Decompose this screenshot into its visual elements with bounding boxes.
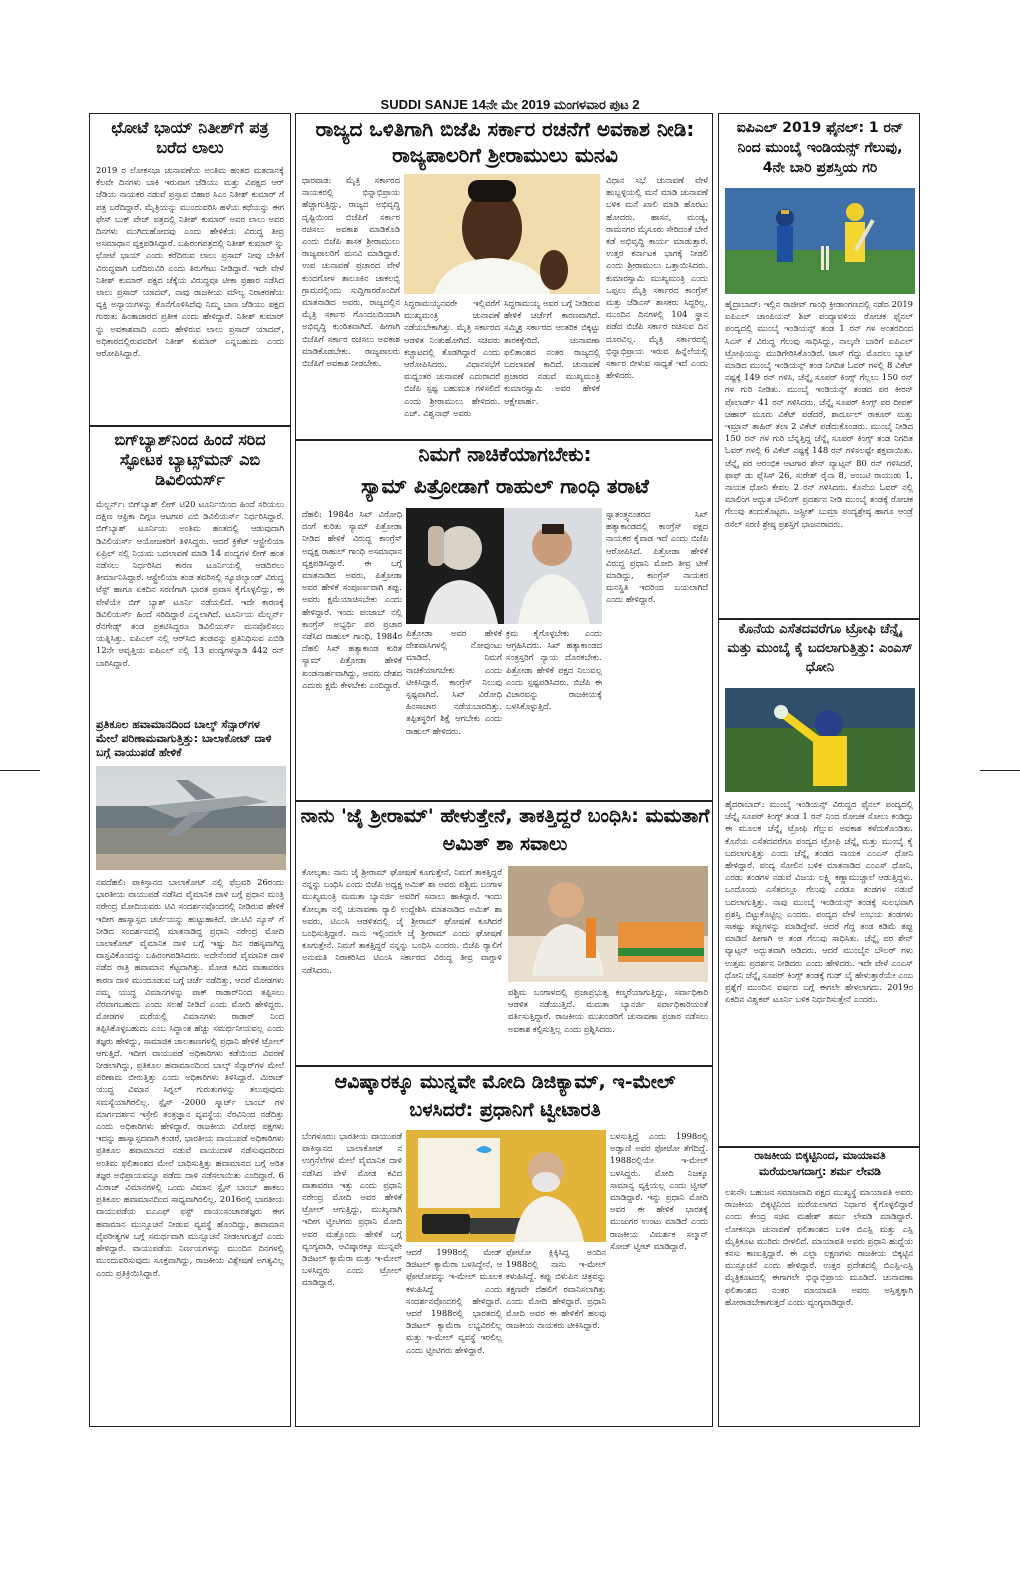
center-rule-3 [296,1065,713,1067]
center-article-4-col2: ಆದರೆ 1998ರಲ್ಲಿ ಮೇಡ್ ಡಿಜಿಟಲ್ ಕ್ಯಾಮೆರಾ ಬಳಸಿದ್ದೇನೆ, ಆ ಫೋಟೋವನ್ನು ಇ-ಮೇಲ್ ಮೂಲಕ ಕಳುಹಿಸಿದ್ದೆ ಎಂದು ಸಂದರ್ಶನವೊಂದರಲ್ಲಿ ಹೇಳಿದ್ದಾರೆ. ಆದರೆ 1988ರಲ್ಲಿ ಭಾರತದಲ್ಲಿ ಡಿಜಿಟಲ್ ಕ್ಯಾಮೆರಾ ಲಭ್ಯವಿರಲಿಲ್ಲ ಮತ್ತು ಇ-ಮೇಲ್ ವ್ಯವಸ್ಥೆ ಇರಲಿಲ್ಲ ಎಂದು ಟ್ವೀಟಿಗರು ಹೇಳಿದ್ದಾರೆ. [406,1247,502,1355]
center-article-1-col3: ಸಿದ್ದರಾಮಯ್ಯ ಅವರ ಬಗ್ಗೆ ನೀಡಿರುವ ಹೇಳಿಕೆ ಚರ್ಚೆಗೆ ಕಾರಣವಾಗಿದೆ. ಸಮ್ಮಿಶ್ರ ಸರ್ಕಾರದ ಆಂತರಿಕ ಬಿಕ್ಕಟ್ಟು ತಾರಕಕ್ಕೇರಿದೆ. ಚುನಾವಣಾ ಫಲಿತಾಂಶದ ನಂತರ ರಾಜ್ಯದಲ್ಲಿ ಬದಲಾವಣೆ ಕಾದಿದೆ. ಚುನಾವಣೆ ಪ್ರಚಾರದ ನಡುವೆ ಮುಖ್ಯಮಂತ್ರಿ ಕುಮಾರಸ್ವಾಮಿ ಅವರ ಹೇಳಿಕೆ ಆಕ್ಷೇಪಾರ್ಹ. [504,298,600,406]
dhoni-photo [725,688,915,792]
center-article-2-col2: ಪಿತ್ರೋಡಾ ಅವರ ಹೇಳಿಕೆ ದೇಶವಾಸಿಗಳಲ್ಲಿ ನೋವುಂಟು ಮಾಡಿದೆ. ನಿಮಗೆ ನಾಚಿಕೆಯಾಗಬೇಕು ಎಂದು ಟೀಕಿಸಿದ್ದಾರೆ. ಕಾಂಗ್ರೆಸ್ ನಿಲುವು ಸ್ಪಷ್ಟವಾಗಿದೆ. ಸಿಖ್ ವಿರೋಧಿ ಹಿಂಸಾಚಾರ ನಡೆಯಬಾರದಿತ್ತು. ತಪ್ಪಿತಸ್ಥರಿಗೆ ಶಿಕ್ಷೆ ಆಗಬೇಕು ಎಂದು ರಾಹುಲ್ ಹೇಳಿದರು. [406,628,502,736]
center-headline-2a: ನಿಮಗೆ ನಾಚಿಕೆಯಾಗಬೇಕು: [418,442,592,466]
amit-shah-photo [508,866,708,982]
left-headline-1: ಛೋಟೆ ಭಾಯ್ ನಿತೀಶ್‌ಗೆ ಪತ್ರ ಬರೆದ ಲಾಲು [111,118,269,157]
center-headline-4: ಆವಿಷ್ಕಾರಕ್ಕೂ ಮುನ್ನವೇ ಮೋದಿ ಡಿಜಿಕ್ಯಾಮ್, ಇ-ಮೇಲ್ ಬಳಸಿದರೆ: ಪ್ರಧಾನಿಗೆ ಟ್ವೀಟಾರತಿ [334,1071,676,1121]
left-margin-line [0,770,40,771]
center-rule-1 [296,439,713,441]
pitroda-rahul-photo [406,508,602,624]
center-headline-1: ರಾಜ್ಯದ ಒಳಿತಿಗಾಗಿ ಬಿಜೆಪಿ ಸರ್ಕಾರ ರಚನೆಗೆ ಅವಕಾಶ ನೀಡಿ: ರಾಜ್ಯಪಾಲರಿಗೆ ಶ್ರೀರಾಮುಲು ಮನವಿ [315,117,695,167]
left-rule-1 [90,425,291,427]
center-article-3-col1: ಕೋಲ್ಕತಾ: ನಾನು ಜೈ ಶ್ರೀರಾಮ್ ಘೋಷಣೆ ಕೂಗುತ್ತೇನೆ, ನಿಮಗೆ ತಾಕತ್ತಿದ್ದರೆ ನನ್ನನ್ನು ಬಂಧಿಸಿ ಎಂದು ಬಿಜೆಪಿ ಅಧ್ಯಕ್ಷ ಅಮಿತ್ ಶಾ ಅವರು ಪಶ್ಚಿಮ ಬಂಗಾಳ ಮುಖ್ಯಮಂತ್ರಿ ಮಮತಾ ಬ್ಯಾನರ್ಜಿ ಅವರಿಗೆ ಸವಾಲು ಹಾಕಿದ್ದಾರೆ. ಇಂದು ಕೋಲ್ಕತಾ ನಲ್ಲಿ ಚುನಾವಣಾ ರ್‍ಯಾಲಿ ಉದ್ದೇಶಿಸಿ ಮಾತನಾಡಿದ ಅಮಿತ್ ಶಾ ಅವರು, ಟಿಎಂಸಿ ಆಡಳಿತದಲ್ಲಿ ಜೈ ಶ್ರೀರಾಮ್ ಘೋಷಣೆ ಕೂಗಿದರೆ ಬಂಧಿಸುತ್ತಿದ್ದಾರೆ. ನಾನು ಇಲ್ಲಿಂದಲೇ ಜೈ ಶ್ರೀರಾಮ್ ಎಂದು ಘೋಷಣೆ ಕೂಗುತ್ತೇನೆ. ನಿಮಗೆ ತಾಕತ್ತಿದ್ದರೆ ನನ್ನನ್ನು ಬಂಧಿಸಿ ಎಂದರು. ಬಿಜೆಪಿ ರ್‍ಯಾಲಿಗೆ ಅನುಮತಿ ನಿರಾಕರಿಸಿದ ಟಿಎಂಸಿ ಸರ್ಕಾರದ ವಿರುದ್ಧ ತೀವ್ರ ವಾಗ್ದಾಳಿ ನಡೆಸಿದರು. [302,867,502,975]
center-headline-3: ನಾನು 'ಜೈ ಶ್ರೀರಾಮ್' ಹೇಳುತ್ತೇನೆ, ತಾಕತ್ತಿದ್ದರೆ ಬಂಧಿಸಿ: ಮಮತಾಗೆ ಅಮಿತ್ ಶಾ ಸವಾಲು [300,805,710,855]
right-article-3-body: ಲಖನೌ: ಬಹುಜನ ಸಮಾಜವಾದಿ ಪಕ್ಷದ ಮುಖ್ಯಸ್ಥೆ ಮಾಯಾವತಿ ಅವರು ರಾಜಕೀಯ ಬಿಕ್ಕಟ್ಟಿನಿಂದ ಮರೆಯಲಾಗದ ನಿರ್ಧಾರ ಕೈಗೊಳ್ಳಲಿದ್ದಾರೆ ಎಂದು ಕೇಂದ್ರ ಸಚಿವ ಮಹೇಶ್ ಶರ್ಮ ಲೇವಡಿ ಮಾಡಿದ್ದಾರೆ. ಲೋಕಸಭಾ ಚುನಾವಣೆ ಫಲಿತಾಂಶದ ಬಳಿಕ ಬಿಎಸ್ಪಿ ಮತ್ತು ಎಸ್ಪಿ ಮೈತ್ರಿಕೂಟ ಮುರಿದು ಬೀಳಲಿದೆ. ಮಾಯಾವತಿ ಅವರು ಪ್ರಧಾನಿ ಹುದ್ದೆಯ ಕನಸು ಕಾಣುತ್ತಿದ್ದಾರೆ. ಈ ಎಲ್ಲಾ ಲಕ್ಷಣಗಳು ರಾಜಕೀಯ ಬಿಕ್ಕಟ್ಟಿನ ಮುನ್ಸೂಚನೆ ಎಂದು ಹೇಳಿದ್ದಾರೆ. ಉತ್ತರ ಪ್ರದೇಶದಲ್ಲಿ ಬಿಎಸ್ಪಿ-ಎಸ್ಪಿ ಮೈತ್ರಿಕೂಟದಲ್ಲಿ ಈಗಾಗಲೇ ಭಿನ್ನಾಭಿಪ್ರಾಯ ಮೂಡಿದೆ. ಚುನಾವಣಾ ಫಲಿತಾಂಶದ ನಂತರ ಮಾಯಾವತಿ ಅವರು ಅಸ್ತಿತ್ವಕ್ಕಾಗಿ ಹೋರಾಡಬೇಕಾಗುತ್ತದೆ ಎಂದು ವ್ಯಂಗ್ಯವಾಡಿದ್ದಾರೆ. [725,1187,913,1307]
center-headline-2b: ಸ್ಯಾಮ್ ಪಿತ್ರೋಡಾಗೆ ರಾಹುಲ್ ಗಾಂಧಿ ತರಾಟೆ [361,474,649,498]
center-article-4-col3: ಫೋಟೋ ಕ್ಲಿಕ್ಕಿಸಿದ್ದ ಅಂದಿನ 1988ರಲ್ಲಿ ನಾನು ಇ-ಮೇಲ್ ಕಳುಹಿಸಿದ್ದೆ. ಕಪ್ಪು ಬಿಳುಪಿನ ಚಿತ್ರವನ್ನು ತಕ್ಷಣವೇ ದೆಹಲಿಗೆ ರವಾನಿಸಲಾಗಿತ್ತು ಎಂದು ಮೋದಿ ಹೇಳಿದ್ದಾರೆ. ಪ್ರಧಾನಿ ಮೋದಿ ಅವರ ಈ ಹೇಳಿಕೆಗೆ ಹಲವು ರಾಜಕೀಯ ನಾಯಕರು ಟೀಕಿಸಿದ್ದಾರೆ. [506,1247,606,1331]
left-article-3-body: ನವದೆಹಲಿ: ಪಾಕಿಸ್ತಾನದ ಬಾಲಾಕೋಟ್ ನಲ್ಲಿ ಫೆಬ್ರವರಿ 26ರಂದು ಭಾರತೀಯ ವಾಯುಪಡೆ ನಡೆಸಿದ ವೈಮಾನಿಕ ದಾಳಿ ಬಗ್ಗೆ ಪ್ರಧಾನ ಮಂತ್ರಿ ನರೇಂದ್ರ ಮೋದಿಯವರು ಟಿವಿ ಸಂದರ್ಶನವೊಂದರಲ್ಲಿ ನೀಡಿರುವ ಹೇಳಿಕೆ ಇದೀಗ ಹಾಸ್ಯಾಸ್ಪದ ಚರ್ಚೆಯನ್ನು ಹುಟ್ಟುಹಾಕಿದೆ. ಜೀ.ಟಿವಿ ನ್ಯೂಸ್ ಗೆ ನೀಡಿದ ಸಂದರ್ಶನದಲ್ಲಿ ಮಾತನಾಡಿದ್ದ ಪ್ರಧಾನಿ ನರೇಂದ್ರ ಮೋದಿ ಬಾಲಾಕೋಟ್ ವೈಮಾನಿಕ ದಾಳಿ ಬಗ್ಗೆ ಇಷ್ಟು ದಿನ ರಹಸ್ಯವಾಗಿದ್ದ ವಾಸ್ತವಿಕೊಂದನ್ನು ಬಹಿರಂಗಪಡಿಸಿದರು. ಅದೇನೆಂದರೆ ವೈಮಾನಿಕ ದಾಳಿ ನಡೆದ ರಾತ್ರಿ ಹವಾಮಾನ ಕೆಟ್ಟದಾಗಿತ್ತು. ಮೋಡ ಕವಿದ ವಾತಾವರಣ ಕಾರಣ ದಾಳಿ ಮುಂದೂಡುವ ಬಗ್ಗೆ ಚರ್ಚೆ ನಡೆದಿತ್ತು, ಆದರೆ ಮೋಡಗಳು ನಮ್ಮ ಯುದ್ಧ ವಿಮಾನಗಳನ್ನು ಪಾಕ್ ರಾಡಾರ್‌ನಿಂದ ತಪ್ಪಿಸಲು ನೆರವಾಗಬಹುದು ಎಂದು ಸಲಹೆ ನೀಡಿದೆ ಎಂದು ಮೋದಿ ಹೇಳಿದ್ದರು. ಮೋಡಗಳ ಮರೆಯಲ್ಲಿ ವಿಮಾನಗಳು ರಾಡಾರ್ ನಿಂದ ತಪ್ಪಿಸಿಕೊಳ್ಳಬಹುದು ಎಂಬ ಸಿದ್ಧಾಂತ ಹೆಚ್ಚು ಸಮರ್ಥನೀಯವಲ್ಲ ಎಂದು ತಜ್ಞರು ಹೇಳಿದ್ದು, ಸಾಮಾಜಿಕ ಜಾಲತಾಣಗಳಲ್ಲಿ ಪ್ರಧಾನಿ ಹೇಳಿಕೆ ಟ್ರೋಲ್ ಆಗುತ್ತಿದೆ. ಇದೀಗ ವಾಯುಪಡೆ ಅಧಿಕಾರಿಗಳು ಕಡೆಯಿಂದ ವಿವರಣೆ ನೀಡಲಾಗಿದ್ದು, ಪ್ರತಿಕೂಲ ಹವಾಮಾನದಿಂದ ಬಾಲ್ಕ್ ಸೆನ್ಸಾರ್‌ಗಳ ಮೇಲೆ ಪರಿಣಾಮ ಬೀರುತ್ತಿತ್ತು ಎಂದು ಅಧಿಕಾರಿಗಳು ತಿಳಿಸಿದ್ದಾರೆ. ಮಿರಾಜ್ ಯುದ್ಧ ವಿಮಾನ ಸಿಗ್ನಲ್ ಗುರುತುಗಳನ್ನು ತಲುಪುವುದು ಸಮಸ್ಯೆಯಾಗಿರಲಿಲ್ಲ. ಸ್ಪೈಸ್ -2000 ಸ್ಮಾರ್ಟ್ ಬಾಂಬ್ ಗಳ ಮಾರ್ಗದರ್ಶನ ಇಸ್ರೇಲಿ ತಂತ್ರಜ್ಞಾನ ವ್ಯವಸ್ಥೆಯ ನೆರವಿನಿಂದ ನಡೆದಿತ್ತು ಎಂದು ಅಧಿಕಾರಿಗಳು ಹೇಳಿದ್ದಾರೆ. ರಾಜಕೀಯ ವಿರೋಧ ಪಕ್ಷಗಳು ಇದನ್ನು ಹಾಸ್ಯಾಸ್ಪದವಾಗಿ ಕಂಡರೆ, ಭಾರತೀಯ ವಾಯುಪಡೆ ಅಧಿಕಾರಿಗಳು ಪ್ರತಿಕೂಲ ಹವಾಮಾನದ ನಡುವೆ ವಾಯುದಾಳಿ ನಡೆಸುವುದರಿಂದ ಅಂತಿಮ ಫಲಿತಾಂಶದ ಮೇಲೆ ಬಾಧಿಸುತ್ತಿತ್ತು ಹವಾಮಾನದ ಬಗ್ಗೆ ಅರಿತ ತಜ್ಞರ ಅಭಿಪ್ರಾಯವನ್ನೂ ಪಡೆದು ದಾಳಿ ನಡೆಸಲಾಯಿತು ಎಂದಿದ್ದಾರೆ. 6 ಮಿರಾಜ್ ವಿಮಾನಗಳಲ್ಲಿ ಒಂದು ವಿಮಾನ ಸ್ಪೈಸ್ ಬಾಂಬ್ ಹಾಕಲು ಪ್ರತಿಕೂಲ ಹವಾಮಾನದಿಂದ ಸಾಧ್ಯವಾಗಿರಲಿಲ್ಲ. 2016ರಲ್ಲಿ ಭಾರತೀಯ ವಾಯುಪಡೆಯ ಐಎಎಫ್ ಫಸ್ಟ್ ವಾಯುಸಂಚಾರತಜ್ಞರು ಈಗ ಹವಾಮಾನ ಮುನ್ಸೂಚನೆ ನೀಡುವ ವ್ಯವಸ್ಥೆ ಹೊಂದಿದ್ದು, ಹವಾಮಾನ ವೈಪರೀತ್ಯಗಳ ಬಗ್ಗೆ ಸಮರ್ಥವಾಗಿ ಮುನ್ಸೂಚನೆ ನೀಡಲಾಗುತ್ತದೆ ಎಂದು ಹೇಳಿದ್ದಾರೆ. ವಾಯುಪಡೆಯ ನಿರ್ಣಯಗಳನ್ನು ಮುಂದಿನ ದಿನಗಳಲ್ಲಿ ಮುಂದುವರಿಸುವುದು ಸೂಕ್ತವಾಗಿದ್ದು, ರಾಜಕೀಯ ವಿಶ್ಲೇಷಣೆ ಅಗತ್ಯವಿಲ್ಲ ಎಂದು ಪ್ರತಿಕ್ರಿಯಿಸಿದ್ದಾರೆ. [96,877,284,1278]
center-article-3-col2: ಪಶ್ಚಿಮ ಬಂಗಾಳದಲ್ಲಿ ಪ್ರಜಾಪ್ರಭುತ್ವ ಕಣ್ಮರೆಯಾಗುತ್ತಿದ್ದು, ಸರ್ವಾಧಿಕಾರಿ ಆಡಳಿತ ನಡೆಯುತ್ತಿದೆ. ಮಮತಾ ಬ್ಯಾನರ್ಜಿ ಸರ್ವಾಧಿಕಾರಿಯಂತೆ ವರ್ತಿಸುತ್ತಿದ್ದಾರೆ. ರಾಜಕೀಯ ಮುಖಂಡರಿಗೆ ಚುನಾವಣಾ ಪ್ರಚಾರ ನಡೆಸಲು ಅವಕಾಶ ಕಲ್ಪಿಸುತ್ತಿಲ್ಲ ಎಂದು ಪ್ರಶ್ನಿಸಿದರು. [508,987,708,1034]
modi-camera-photo [406,1130,606,1242]
center-article-1-col4: ವಿಧಾನ ಸಭೆ ಚುನಾವಣೆ ವೇಳೆ ಹುಬ್ಬಳ್ಳಿಯಲ್ಲಿ ಮನೆ ಮಾಡಿ ಚುನಾವಣೆ ಬಳಿಕ ಮನೆ ಖಾಲಿ ಮಾಡಿ ಹೊರಟು ಹೋದರು. ಹಾಸನ, ಮಂಡ್ಯ, ರಾಮನಗರ ಮೈಸೂರು ಸೇರಿದಂತೆ ಬೇರೆ ಕಡೆ ಅಭಿವೃದ್ಧಿ ಕಾರ್ಯ ಮಾಡುತ್ತಾರೆ. ಉತ್ತರ ಕರ್ನಾಟಕ ಭಾಗಕ್ಕೆ ನೀಡಲಿ ಎಂದು ಶ್ರೀರಾಮುಲು ಒತ್ತಾಯಿಸಿದರು. ಕುಮಾರಸ್ವಾಮಿ ಮುಖ್ಯಮಂತ್ರಿ ಎಂದು ಒಪ್ಪಲು ಮೈತ್ರಿ ಸರ್ಕಾರದ ಕಾಂಗ್ರೆಸ್ ಮತ್ತು ಜೆಡಿಎಸ್ ಶಾಸಕರು ಸಿದ್ಧರಿಲ್ಲ. ಮುಂದಿನ ದಿನಗಳಲ್ಲಿ 104 ಸ್ಥಾನ ಪಡೆದ ಬಿಜೆಪಿ ಸರ್ಕಾರ ರಚಿಸುವ ದಿನ ದೂರವಿಲ್ಲ. ಮೈತ್ರಿ ಸರ್ಕಾರದಲ್ಲಿ ಭಿನ್ನಾಭಿಪ್ರಾಯ ಇರುವ ಹಿನ್ನೆಲೆಯಲ್ಲಿ ಸರ್ಕಾರ ಬೀಳುವ ಸಾಧ್ಯತೆ ಇದೆ ಎಂದು ಹೇಳಿದರು. [606,175,708,381]
center-article-4-col4: ಬಳಸುತ್ತಿದ್ದೆ ಎಂದು 1998ರಲ್ಲಿ ಅಡ್ವಾಣಿ ಅವರ ಫೋಟೋ ತೆಗೆದಿದ್ದೆ. 1988ರಲ್ಲಿಯೇ ಇ-ಮೇಲ್ ಬಳಸಿದ್ದರು. ಮೋದಿ ನಿಜಕ್ಕೂ ಸಾಮಾನ್ಯ ವ್ಯಕ್ತಿಯಲ್ಲ ಎಂದು ಟ್ವೀಟ್ ಮಾಡಿದ್ದಾರೆ. ಇನ್ನು ಪ್ರಧಾನಿ ಮೋದಿ ಅವರ ಈ ಹೇಳಿಕೆ ಭಾರತಕ್ಕೆ ಮುಜುಗರ ಉಂಟು ಮಾಡಿದೆ ಎಂದು ರಾಜಕೀಯ ವಿಮರ್ಶಕ ಸಲ್ಮಾನ್ ಸೋಜ್ ಟ್ವೀಟ್ ಮಾಡಿದ್ದಾರೆ. [610,1131,708,1251]
center-article-4-col1: ಬೆಂಗಳೂರು: ಭಾರತೀಯ ವಾಯುಪಡೆ ಪಾಕಿಸ್ತಾನದ ಬಾಲಾಕೋಟ್ ನ ಉಗ್ರನೆಲೆಗಳ ಮೇಲೆ ವೈಮಾನಿಕ ದಾಳಿ ನಡೆಸಿದ ವೇಳೆ ಮೋಡ ಕವಿದ ವಾತಾವರಣ ಇತ್ತು ಎಂದು ಪ್ರಧಾನಿ ನರೇಂದ್ರ ಮೋದಿ ಅವರ ಹೇಳಿಕೆ ಟ್ರೋಲ್ ಆಗುತ್ತಿದ್ದು, ಮುಖ್ಯವಾಗಿ ಇದೀಗ ಟ್ವೀಟಿಗರು ಪ್ರಧಾನಿ ಮೋದಿ ಅವರ ಮತ್ತೊಂದು ಹೇಳಿಕೆ ಬಗ್ಗೆ ವ್ಯಂಗ್ಯವಾಡಿ, ಆವಿಷ್ಕಾರಕ್ಕೂ ಮುನ್ನವೇ ಡಿಜಿಟಲ್ ಕ್ಯಾಮೆರಾ ಮತ್ತು ಇ-ಮೇಲ್ ಬಳಸಿದ್ದರು ಎಂದು ಟ್ರೋಲ್ ಮಾಡಿದ್ದಾರೆ. [302,1131,402,1288]
right-headline-2: ಕೊನೆಯ ಎಸೆತದವರೆಗೂ ಟ್ರೋಫಿ ಚೆನ್ನೈ ಮತ್ತು ಮುಂಬೈ ಕೈ ಬದಲಾಗುತ್ತಿತ್ತು: ಎಂಎಸ್ ಧೋನಿ [727,622,913,675]
sriramulu-photo [404,174,600,294]
left-article-2-body: ಮೆಲ್ಬರ್ನ್: ಬಿಗ್‌ಬ್ಯಾಶ್ ಲೀಗ್ ಟಿ20 ಟೂರ್ನಿಯಿಂದ ಹಿಂದೆ ಸರಿಯಲು ದಕ್ಷಿಣ ಆಫ್ರಿಕಾ ದಿಗ್ಗಜ ಆಟಗಾರ ಎಬಿ ಡಿವಿಲಿಯರ್ಸ್ ನಿರ್ಧರಿಸಿದ್ದಾರೆ. ಬಿಗ್‌ಬ್ಯಾಶ್ ಟೂರ್ನಿಯ ಅಂತಿಮ ಹಂತದಲ್ಲಿ ಆಡುವುದಾಗಿ ಡಿವಿಲಿಯರ್ಸ್ ಆಯೋಜಕರಿಗೆ ತಿಳಿಸಿದ್ದರು. ಆದರೆ ಕ್ರಿಕೆಟ್ ಆಸ್ಟ್ರೇಲಿಯಾ ಏಪ್ರಿಲ್ ನಲ್ಲಿ ನಿಯಮ ಬದಲಾವಣೆ ಮಾಡಿ 14 ಪಂದ್ಯಗಳ ಲೀಗ್ ಹಂತ ನಡೆಸಲು ನಿರ್ಧರಿಸಿದ ಕಾರಣ ಟೂರ್ನಿಯಲ್ಲಿ ಆಡದಿರಲು ತೀರ್ಮಾನಿಸಿದ್ದಾರೆ. ಆಸ್ಟ್ರೇಲಿಯಾ ತಂಡ ತವರಿನಲ್ಲಿ ನ್ಯೂಜಿಲ್ಯಾಂಡ್ ವಿರುದ್ಧ ಟೆಸ್ಟ್ ಹಾಗೂ ಏಕದಿನ ಸರಣಿಗಾಗಿ ಭಾರತ ಪ್ರವಾಸ ಕೈಗೊಳ್ಳಲಿದ್ದು, ಈ ವೇಳೆಯೇ ಬಿಗ್ ಬ್ಯಾಶ್ ಟೂರ್ನಿ ನಡೆಯಲಿದೆ. ಇದೇ ಕಾರಣಕ್ಕೆ ಡಿವಿಲಿಯರ್ಸ್ ಹಿಂದೆ ಸರಿದಿದ್ದಾರೆ ಎನ್ನಲಾಗಿದೆ. ಟೂರ್ನಿಯ ಮೆಲ್ಬರ್ನ್ ರೆನಗೇಡ್ಸ್ ತಂಡ ಪ್ರಕಟಿಸಿದ್ದರೂ ಡಿವಿಲಿಯರ್ಸ್ ಮನವೊಲಿಸಲು ಯತ್ನಿಸಿತ್ತು. ಐಪಿಎಲ್ ನಲ್ಲಿ ಆರ್‌ಸಿಬಿ ತಂಡವನ್ನು ಪ್ರತಿನಿಧಿಸುವ ಎಬಿಡಿ 12ನೇ ಆವೃತ್ತಿಯ ಐಪಿಎಲ್ ನಲ್ಲಿ 13 ಪಂದ್ಯಗಳನ್ನಾಡಿ 442 ರನ್ ಬಾರಿಸಿದ್ದಾರೆ. [96,499,284,668]
center-column [295,113,713,1427]
right-article-2-body: ಹೈದರಾಬಾದ್: ಮುಂಬೈ ಇಂಡಿಯನ್ಸ್ ವಿರುದ್ಧದ ಫೈನಲ್ ಪಂದ್ಯದಲ್ಲಿ ಚೆನ್ನೈ ಸೂಪರ್ ಕಿಂಗ್ಸ್ ತಂಡ 1 ರನ್ ನಿಂದ ರೋಚಕ ಸೋಲು ಕಂಡಿದ್ದು ಈ ಮೂಲಕ ಚೆನ್ನೈ ಟ್ರೋಫಿ ಗೆಲ್ಲುವ ಅವಕಾಶ ಕಳೆದುಕೊಂಡಿತು. ಕೊನೆಯ ಎಸೆತದವರೆಗೂ ಪಂದ್ಯದ ಟ್ರೋಫಿ ಚೆನ್ನೈ ಮತ್ತು ಮುಂಬೈ ಕೈ ಬದಲಾಗುತ್ತಿತ್ತು ಎಂದು ಚೆನ್ನೈ ತಂಡದ ನಾಯಕ ಎಂಎಸ್ ಧೋನಿ ಹೇಳಿದ್ದಾರೆ. ಪಂದ್ಯ ಸೋಲಿನ ಬಳಿಕ ಮಾತನಾಡಿದ ಎಂಎಸ್ ಧೋನಿ, ಎರಡು ತಂಡಗಳ ನಡುವೆ ವಿಜಯ ಲಕ್ಷ್ಮಿ ಕಣ್ಣಾಮುಚ್ಚಾಲೆ ಆಡುತ್ತಿದ್ದಳು. ಒಂದೊಂದು ಎಸೆತದಲ್ಲೂ ಗೆಲುವು ಎರಡೂ ತಂಡಗಳ ನಡುವೆ ಬದಲಾಗುತ್ತಿತ್ತು. ನಾವು ಮುಂಬೈ ಇಂಡಿಯನ್ಸ್ ತಂಡಕ್ಕೆ ಸುಲಭವಾಗಿ ಪ್ರಶಸ್ತಿ ಬಿಟ್ಟುಕೊಟ್ಟಿಲ್ಲ ಎಂದರು. ಪಂದ್ಯದ ವೇಳೆ ಉಭಯ ತಂಡಗಳು ಸಾಕಷ್ಟು ತಪ್ಪುಗಳನ್ನು ಮಾಡಿದ್ದೇವೆ. ಆದರೆ ಗೆದ್ದ ತಂಡ ಕಡಿಮೆ ತಪ್ಪು ಮಾಡಿದೆ ಹೀಗಾಗಿ ಆ ತಂಡ ಗೆಲುವು ಸಾಧಿಸಿತು. ಚೆನ್ನೈ ಪರ ಶೇನ್ ವ್ಯಾಟ್ಸನ್ ಅದ್ಭುತವಾಗಿ ಆಡಿದರು. ಆದರೆ ಮುಂಬೈನ ಬೌಲರ್ ಗಳು ಉತ್ತಮ ಪ್ರದರ್ಶನ ನೀಡಿದರು ಎಂದು ಹೇಳಿದರು. ಇದೇ ವೇಳೆ ಎಂಎಸ್ ಧೋನಿ ಚೆನ್ನೈ ಸೂಪರ್ ಕಿಂಗ್ಸ್ ತಂಡಕ್ಕೆ ಗುಡ್ ಬೈ ಹೇಳುತ್ತಾರೆಯೇ ಎಂಬ ಪ್ರಶ್ನೆಗೆ ಮುಂದಿನ ವರ್ಷದ ಬಗ್ಗೆ ಈಗಲೇ ಹೇಳಲಾಗದು. 2019ರ ಏಕದಿನ ವಿಶ್ವಕಪ್ ಟೂರ್ನಿ ಬಳಿಕ ನಿರ್ಧರಿಸುತ್ತೇನೆ ಎಂದರು. [725,799,913,1005]
center-article-1-col2: ಸಿದ್ದರಾಮಯ್ಯನವರೇ ಇಲ್ಲಿವರೆಗೆ ಮುಖ್ಯಮಂತ್ರಿ ಚುನಾವಣೆ ನಡೆಯಬೇಕಾಗಿತ್ತು. ಮೈತ್ರಿ ಸರ್ಕಾರದ ಆಡಳಿತ ನಿಂತುಹೋಗಿದೆ. ಸಚಿವರು ಕಚ್ಚಾಟದಲ್ಲಿ ತೊಡಗಿದ್ದಾರೆ ಎಂದು ಆರೋಪಿಸಿದರು. ವಿಧಾನಸಭೆಗೆ ಮಧ್ಯಂತರ ಚುನಾವಣೆ ಎದುರಾದರೆ ಬಿಜೆಪಿ ಸ್ಪಷ್ಟ ಬಹುಮತ ಗಳಿಸಲಿದೆ ಎಂದು ಶ್ರೀರಾಮುಲು ಹೇಳಿದರು. ಎಚ್. ವಿಶ್ವನಾಥ್ ಅವರು [404,298,500,418]
center-article-2-col4: ಸ್ವಾತಂತ್ರ್ಯನಂತರದ ಸಿಖ್ ಹತ್ಯಾಕಾಂಡದಲ್ಲಿ ಕಾಂಗ್ರೆಸ್ ಪಕ್ಷದ ನಾಯಕರ ಕೈವಾಡ ಇದೆ ಎಂದು ಬಿಜೆಪಿ ಆರೋಪಿಸಿದೆ. ಪಿತ್ರೋಡಾ ಹೇಳಿಕೆ ವಿರುದ್ಧ ಪ್ರಧಾನಿ ಮೋದಿ ತೀವ್ರ ಟೀಕೆ ಮಾಡಿದ್ದು, ಕಾಂಗ್ರೆಸ್ ನಾಯಕರ ಮನಸ್ಥಿತಿ ಇದರಿಂದ ಬಯಲಾಗಿದೆ ಎಂದು ಹೇಳಿದ್ದಾರೆ. [606,509,708,605]
center-article-1-col1: ಧಾರವಾಡ: ಮೈತ್ರಿ ಸರ್ಕಾರದ ನಾಯಕರಲ್ಲಿ ಭಿನ್ನಾಭಿಪ್ರಾಯ ಹೆಚ್ಚಾಗುತ್ತಿದ್ದು, ರಾಜ್ಯದ ಅಭಿವೃದ್ಧಿ ದೃಷ್ಟಿಯಿಂದ ಬಿಜೆಪಿಗೆ ಸರ್ಕಾರ ರಚಿಸಲು ಅವಕಾಶ ಮಾಡಿಕೊಡಿ ಎಂದು ಬಿಜೆಪಿ ಶಾಸಕ ಶ್ರೀರಾಮುಲು ರಾಜ್ಯಪಾಲರಿಗೆ ಮನವಿ ಮಾಡಿದ್ದಾರೆ. ಉಪ ಚುನಾವಣೆ ಪ್ರಚಾರದ ವೇಳೆ ಕುಂದಗೋಳ ತಾಲೂಕಿನ ಚಾಕಲಬ್ಬಿ ಗ್ರಾಮದಲ್ಲಿಂದು ಸುದ್ದಿಗಾರರೊಂದಿಗೆ ಮಾತನಾಡಿದ ಅವರು, ರಾಜ್ಯದಲ್ಲಿನ ಮೈತ್ರಿ ಸರ್ಕಾರ ಗೊಂದಲದಿಂದಾಗಿ ಅಭಿವೃದ್ಧಿ ಕುಂಠಿತವಾಗಿದೆ. ಹೀಗಾಗಿ ಬಿಜೆಪಿಗೆ ಸರ್ಕಾರ ರಚಿಸಲು ಅವಕಾಶ ಮಾಡಿಕೊಡಬೇಕು. ರಾಜ್ಯಪಾಲರು ಬಿಜೆಪಿಗೆ ಅವಕಾಶ ನೀಡಬೇಕು. [302,175,400,369]
right-headline-1: ಐಪಿಎಲ್ 2019 ಫೈನಲ್: 1 ರನ್ ನಿಂದ ಮುಂಬೈ ಇಂಡಿಯನ್ಸ್ ಗೆಲುವು, 4ನೇ ಬಾರಿ ಪ್ರಶಸ್ತಿಯ ಗರಿ [736,120,904,176]
left-subheadline: ಪ್ರತಿಕೂಲ ಹವಾಮಾನದಿಂದ ಬಾಲ್ಕ್ ಸೆನ್ಸಾರ್‌ಗಳ ಮೇಲೆ ಪರಿಣಾಮವಾಗುತ್ತಿತ್ತು: ಬಾಲಾಕೋಟ್ ದಾಳಿ ಬಗ್ಗೆ ವಾಯುಪಡೆ ಹೇಳಿಕೆ [96,718,272,759]
ipl-final-photo [725,188,915,294]
right-margin-line [980,770,1020,771]
center-article-2-col1: ದೆಹಲಿ: 1984ರ ಸಿಖ್ ವಿರೋಧಿ ದಂಗೆ ಕುರಿತು ಸ್ಯಾಮ್ ಪಿತ್ರೋಡಾ ನೀಡಿದ ಹೇಳಿಕೆ ವಿರುದ್ಧ ಕಾಂಗ್ರೆಸ್ ಅಧ್ಯಕ್ಷ ರಾಹುಲ್ ಗಾಂಧಿ ಅಸಮಾಧಾನ ವ್ಯಕ್ತಪಡಿಸಿದ್ದಾರೆ. ಈ ಬಗ್ಗೆ ಮಾತನಾಡಿದ ಅವರು, ಪಿತ್ರೋಡಾ ಅವರ ಹೇಳಿಕೆ ಸಂಪೂರ್ಣವಾಗಿ ತಪ್ಪು. ಅವರು ಕ್ಷಮೆಯಾಚಿಸಬೇಕು ಎಂದು ಹೇಳಿದ್ದಾರೆ. ಇಂದು ಪಂಜಾಬ್ ನಲ್ಲಿ ಕಾಂಗ್ರೆಸ್ ಅಭ್ಯರ್ಥಿ ಪರ ಪ್ರಚಾರ ನಡೆಸಿದ ರಾಹುಲ್ ಗಾಂಧಿ, 1984ರ ದೆಹಲಿ ಸಿಖ್ ಹತ್ಯಾಕಾಂಡ ಕುರಿತ ಸ್ಯಾಮ್ ಪಿತ್ರೋಡಾ ಹೇಳಿಕೆ ಖಂಡನಾರ್ಹವಾಗಿದ್ದು, ಅವರು ದೇಶದ ಎದುರು ಕ್ಷಮೆ ಕೇಳಬೇಕು ಎಂದಿದ್ದಾರೆ. [302,509,402,690]
right-headline-3: ರಾಜಕೀಯ ಬಿಕ್ಕಟ್ಟಿನಿಂದ, ಮಾಯಾವತಿ ಮರೆಯಲಾಗದಾಗ್ತ: ಶರ್ಮ ಲೇವಡಿ [754,1149,886,1178]
masthead: SUDDI SANJE 14ನೇ ಮೇ 2019 ಮಂಗಳವಾರ ಪುಟ 2 [380,97,640,112]
left-article-1-body: 2019 ರ ಲೋಕಸಭಾ ಚುನಾವಣೆಯ ಅಂತಿಮ ಹಂತದ ಮತದಾನಕ್ಕೆ ಕೆಲವೇ ದಿನಗಳು ಬಾಕಿ ಇರುವಾಗ ಜೆಡಿಯು ಮತ್ತು ವಿಪಕ್ಷದ ಆರ್ ಜೆಡಿಯ ನಾಯಕರ ನಡುವೆ ಪ್ರಸ್ತಾವ ಬಿಹಾರ ಸಿಎಂ ನಿತೀಶ್ ಕುಮಾರ್ ಗೆ ಪತ್ರ ಬರೆದಿದ್ದಾರೆ. ಮೈತ್ರಿಯನ್ನು ಮುಂದುವರಿಸಿ ಹಳೆಯ ಕಥೆಯನ್ನು ಈಗ ಫೇಸ್ ಬುಕ್ ಪೇಜ್ ಪತ್ರದಲ್ಲಿ ನಿತೀಶ್ ಕುಮಾರ್ ಅವರ ಲಾಲು ಅವರ ದಿನಗಳು ಮುಗಿದುಹೋದವು ಎಂದು ಹೇಳಿಕೆಯ ವಿರುದ್ಧ ತೀವ್ರ ಅಸಮಾಧಾನ ವ್ಯಕ್ತಪಡಿಸಿದ್ದಾರೆ. ಬಹಿರಂಗಪತ್ರದಲ್ಲಿ ನಿತೀಶ್ ಕುಮಾರ್ ನ್ನು ಛೋಟೆ ಭಾಯ್ ಎಂದು ಕರೆದಿರುವ ಲಾಲು ಪ್ರಸಾದ್ ನೀವು ಬೇಕಿಗೆ ವಿರುದ್ಧವಾಗಿ ಬರೆದಿರುವಿರಿ ಎಂದು ತಿರುಗೇಟು ನೀಡಿದ್ದಾರೆ. ಇದೇ ವೇಳೆ ನಿತೀಶ್ ಕುಮಾರ್ ಪಕ್ಷದ ಚೆಕ್ಕೆಯ ವಿರುದ್ಧವೂ ಟೀಕಾ ಪ್ರಹಾರ ನಡೆಸಿದ ಲಾಲು ಪ್ರಸಾದ್ ಯಾದವ್, ನಾವು ರಾಜಕೀಯ ಮೌಲ್ಯ ನಿರಾಕರಣೆಯ ವ್ಯಕ್ತಿ ಅನ್ಯಾಯಗಳನ್ನು ಕೊನೆಗೊಳಿಸಿದೆವು ನಿಮ್ಮ ಬಾಣ ಜೆಡಿಯು ಪಕ್ಷದ ಗುರುತು ಹಿಂತಾಚಾರದ ಪ್ರತೀಕ ಎಂದು ಹೇಳಿದ್ದಾರೆ. ನಿತೀಶ್ ಕುಮಾರ್ ನ್ನು ಅವಕಾಶವಾದಿ ಎಂದು ಹೇಳಿರುವ ಲಾಲು ಪ್ರಸಾದ್ ಯಾದವ್, ಅಧಿಕಾರದಲ್ಲಿರುವವರಿಗೆ ನಿತೀಶ್ ಕುಮಾರ್ ಎನ್ನಬಹುದು ಎಂದು ಆರೋಪಿಸಿದ್ದಾರೆ. [96,165,284,359]
right-column [718,113,920,1427]
left-headline-2: ಬಿಗ್‌ಬ್ಯಾಶ್‌ನಿಂದ ಹಿಂದೆ ಸರಿದ ಸ್ಫೋಟಕ ಬ್ಯಾಟ್ಸ್‌ಮನ್ ಎಬಿ ಡಿವಿಲಿಯರ್ಸ್ [114,430,266,489]
right-article-1-body: ಹೈದ್ರಾಬಾದ್: ಇಲ್ಲಿನ ರಾಜೀವ್ ಗಾಂಧಿ ಕ್ರೀಡಾಂಗಣದಲ್ಲಿ ನಡೆದ 2019 ಐಪಿಎಲ್ ಚಾಂಪಿಯನ್ ಶಿಪ್ ಪಂದ್ಯಾವಳಿಯ ರೋಚಕ ಫೈನಲ್ ಪಂದ್ಯದಲ್ಲಿ ಮುಂಬೈ ಇಂಡಿಯನ್ಸ್ ತಂಡ 1 ರನ್ ಗಳ ಅಂತರದಿಂದ ಸಿಎಸ್ ಕೆ ವಿರುದ್ಧ ಗೆಲುವು ಸಾಧಿಸಿದ್ದು, ನಾಲ್ಕನೇ ಬಾರಿಗೆ ಐಪಿಎಲ್ ಟ್ರೋಫಿಯನ್ನು ಮುಡಿಗೇರಿಸಿಕೊಂಡಿದೆ. ಟಾಸ್ ಗೆದ್ದು ಮೊದಲು ಬ್ಯಾಟ್ ಮಾಡಿದ ಮುಂಬೈ ಇಂಡಿಯನ್ಸ್ ತಂಡ ನಿಗದಿತ ಓವರ್ ಗಳಲ್ಲಿ 8 ವಿಕೆಟ್ ನಷ್ಟಕ್ಕೆ 149 ರನ್ ಗಳಿಸಿ, ಚೆನ್ನೈ ಸೂಪರ್ ಕಿಂಗ್ಸ್ ಗೆಲ್ಲಲು 150 ರನ್ ಗಳ ಗುರಿ ನೀಡಿತು. ಮುಂಬೈ ಇಂಡಿಯನ್ಸ್ ತಂಡದ ಪರ ಕೀರನ್ ಪೊಲಾರ್ಡ್ 41 ರನ್ ಗಳಿಸಿದರು. ಚೆನ್ನೈ ಸೂಪರ್ ಕಿಂಗ್ಸ್ ಪರ ದೀಪಕ್ ಚಹಾರ್ ಮೂರು ವಿಕೆಟ್ ಪಡೆದರೆ, ಶಾರ್ದೂಲ್ ಠಾಕೂರ್ ಮತ್ತು ಇಮ್ರಾನ್ ತಾಹಿರ್ ತಲಾ 2 ವಿಕೆಟ್ ಪಡೆದುಕೊಂಡರು. ಮುಂಬೈ ನೀಡಿದ 150 ರನ್ ಗಳ ಗುರಿ ಬೆನ್ನತ್ತಿದ್ದ ಚೆನ್ನೈ ಸೂಪರ್ ಕಿಂಗ್ಸ್ ತಂಡ ನಿಗದಿತ ಓವರ್ ಗಳಲ್ಲಿ 6 ವಿಕೆಟ್ ನಷ್ಟಕ್ಕೆ 148 ರನ್ ಗಳಿಸಲಷ್ಟೇ ಶಕ್ತವಾಯಿತು. ಚೆನ್ನೈ ಪರ ಆರಂಭಿಕ ಆಟಗಾರ ಶೇನ್ ವ್ಯಾಟ್ಸನ್ 80 ರನ್ ಗಳಿಸಿದರೆ, ಫಾಫ್ ಡು ಪ್ಲೆಸಿಸ್ 26, ಸುರೇಶ್ ರೈನಾ 8, ಅಂಬಟಿ ರಾಯುಡು 1, ನಾಯಕ ಧೋನಿ ಕೇವಲ 2 ರನ್ ಗಳಿಸಿದರು. ಕೊನೆಯ ಓವರ್ ನಲ್ಲಿ ಮಾಲಿಂಗ ಅದ್ಭುತ ಬೌಲಿಂಗ್ ಪ್ರದರ್ಶನ ನೀಡಿ ಮುಂಬೈ ತಂಡಕ್ಕೆ ರೋಚಕ ಗೆಲುವು ತಂದುಕೊಟ್ಟರು. ಜಸ್ಪ್ರೀತ್ ಬುಮ್ರಾ ಪಂದ್ಯಶ್ರೇಷ್ಠ ಹಾಗೂ ಆಂಡ್ರೆ ರಸೆಲ್ ಸರಣಿ ಶ್ರೇಷ್ಠ ಪ್ರಶಸ್ತಿಗೆ ಭಾಜನರಾದರು. [725,299,913,529]
mirage-jet-photo [96,766,286,870]
center-article-2-col3: ಕ್ರಮ ಕೈಗೊಳ್ಳಬೇಕು ಎಂದು ಆಗ್ರಹಿಸಿದರು. ಸಿಖ್ ಹತ್ಯಾಕಾಂಡದ ಸಂತ್ರಸ್ತರಿಗೆ ನ್ಯಾಯ ದೊರಕಬೇಕು. ಪಿತ್ರೋಡಾ ಹೇಳಿಕೆ ಪಕ್ಷದ ನಿಲುವಲ್ಲ ಎಂದು ಸ್ಪಷ್ಟಪಡಿಸಿದರು. ಬಿಜೆಪಿ ಈ ವಿಚಾರವನ್ನು ರಾಜಕೀಯಕ್ಕೆ ಬಳಸಿಕೊಳ್ಳುತ್ತಿದೆ. [506,628,602,712]
left-column [89,113,291,1427]
